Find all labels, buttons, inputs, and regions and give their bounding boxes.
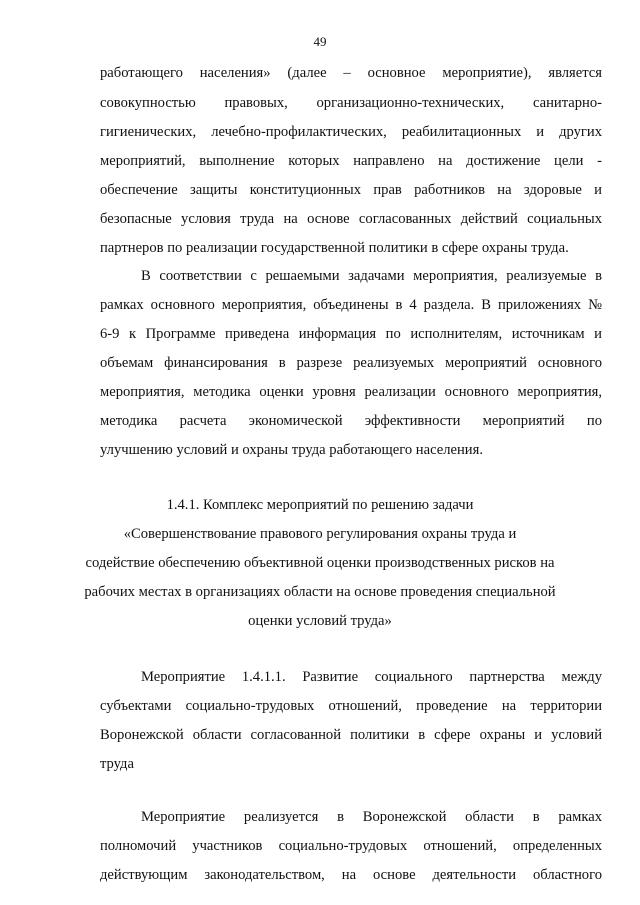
heading-line: 1.4.1. Комплекс мероприятий по решению задачи [166,497,474,513]
text-line: 6-9 к Программе приведена информация по исполнителям, источникам и [100,326,602,342]
text-line: действующим законодательством, на основе деятельности областного [100,867,602,883]
text-line: партнеров по реализации государственной политики в сфере охраны труда. [100,240,569,256]
text-line: объемам финансирования в разрезе реализуемых мероприятий основного [100,355,602,371]
text-line: методика расчета экономической эффективности мероприятий по [100,413,602,429]
text-line: Мероприятие 1.4.1.1. Развитие социального партнерства между [141,669,602,685]
text-line: субъектами социально-трудовых отношений, проведение на территории [100,698,602,714]
heading-line: «Совершенствование правового регулирования охраны труда и [123,526,517,542]
text-line: полномочий участников социально-трудовых отношений, определенных [100,838,602,854]
text-line: безопасные условия труда на основе согласованных действий социальных [100,211,602,227]
heading-line: содействие обеспечению объективной оценки производственных рисков на [85,555,555,571]
text-line: рамках основного мероприятия, объединены в 4 раздела. В приложениях № [100,297,602,313]
heading-line: оценки условий труда» [248,613,392,629]
text-line: мероприятий, выполнение которых направлено на достижение цели - [100,153,602,169]
text-line: обеспечение защиты конституционных прав работников на здоровые и [100,182,602,198]
text-line: Мероприятие реализуется в Воронежской области в рамках [141,809,602,825]
heading-line: рабочих местах в организациях области на основе проведения специальной [84,584,556,600]
text-line: труда [100,756,134,772]
text-line: мероприятия, методика оценки уровня реализации основного мероприятия, [100,384,602,400]
text-line: работающего населения» (далее – основное мероприятие), является [100,65,602,81]
text-line: В соответствии с решаемыми задачами мероприятия, реализуемые в [141,268,602,284]
page-number: 49 [313,34,327,49]
text-line: Воронежской области согласованной политики в сфере охраны и условий [100,727,602,743]
text-line: улучшению условий и охраны труда работающего населения. [100,442,483,458]
text-line: гигиенических, лечебно-профилактических, реабилитационных и других [100,124,602,140]
text-line: совокупностью правовых, организационно-технических, санитарно- [100,95,602,111]
